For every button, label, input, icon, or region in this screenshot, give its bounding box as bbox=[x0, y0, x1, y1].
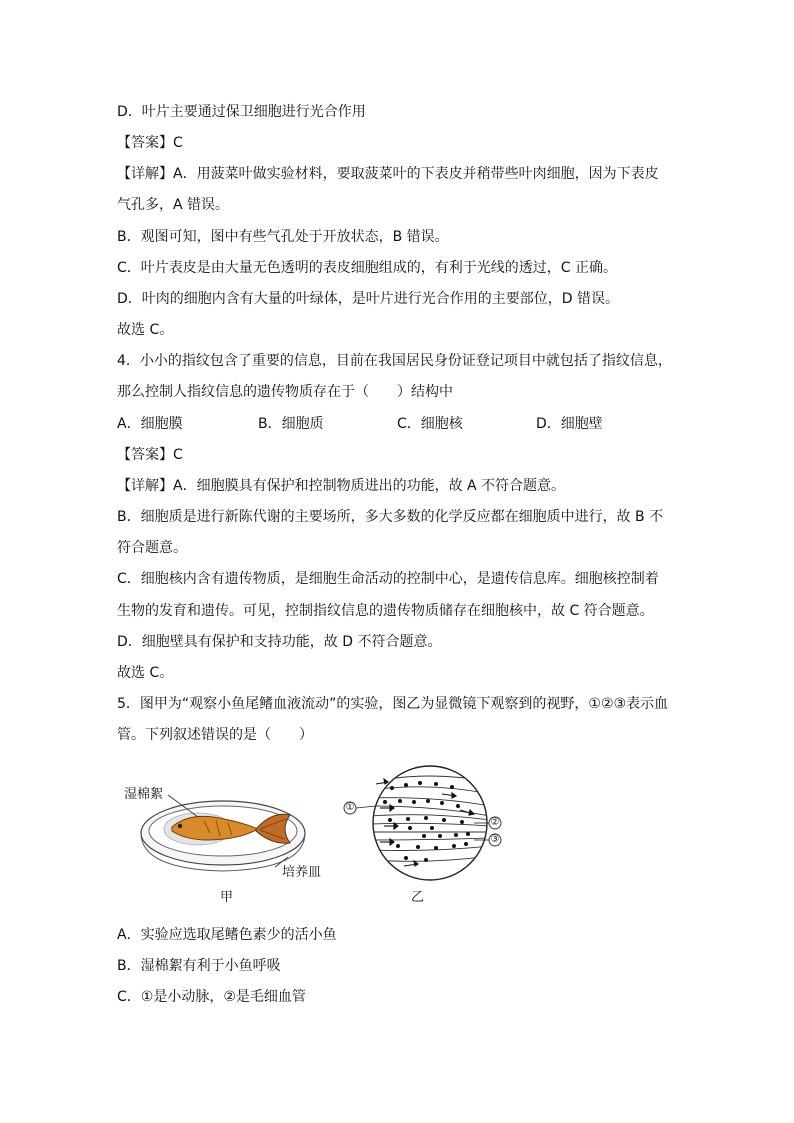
answer-label: 【答案】C bbox=[117, 447, 183, 463]
q5-option-c: C．①是小动脉，②是毛细血管 bbox=[117, 989, 306, 1005]
q5-option-a: A．实验应选取尾鳍色素少的活小鱼 bbox=[117, 927, 337, 943]
label-petri-dish: 培养皿 bbox=[282, 865, 322, 880]
text-line: 气孔多，A 错误。 bbox=[117, 197, 230, 213]
answer-label: 【答案】C bbox=[117, 135, 183, 151]
text-line: D．细胞壁具有保护和支持功能，故 D 不符合题意。 bbox=[117, 634, 442, 650]
text-line: 故选 C。 bbox=[117, 322, 174, 338]
q4-option-c: C．细胞核 bbox=[397, 416, 463, 432]
text-line: D．叶肉的细胞内含有大量的叶绿体，是叶片进行光合作用的主要部位，D 错误。 bbox=[117, 291, 620, 307]
vessel-2-marker: ② bbox=[490, 817, 500, 828]
text-line: 【详解】A．细胞膜具有保护和控制物质进出的功能，故 A 不符合题意。 bbox=[117, 478, 566, 494]
text-line: C．叶片表皮是由大量无色透明的表皮细胞组成的，有利于光线的透过，C 正确。 bbox=[117, 260, 617, 276]
question-5-stem: 5．图甲为“观察小鱼尾鳍血液流动”的实验，图乙为显微镜下观察到的视野，①②③表示血 bbox=[117, 696, 669, 712]
q4-option-b: B．细胞质 bbox=[258, 416, 324, 432]
q4-option-a: A．细胞膜 bbox=[117, 416, 183, 432]
label-wet-cotton: 湿棉絮 bbox=[124, 787, 164, 802]
text-line: B．观图可知，图中有些气孔处于开放状态，B 错误。 bbox=[117, 229, 449, 245]
text-line: D．叶片主要通过保卫细胞进行光合作用 bbox=[117, 104, 366, 120]
question-4-stem: 那么控制人指纹信息的遗传物质存在于（ ）结构中 bbox=[117, 384, 453, 400]
figure-microscope-view bbox=[340, 760, 510, 885]
question-4-stem: 4．小小的指纹包含了重要的信息，目前在我国居民身份证登记项目中就包括了指纹信息， bbox=[117, 353, 672, 369]
text-line: C．细胞核内含有遗传物质，是细胞生命活动的控制中心，是遗传信息库。细胞核控制着 bbox=[117, 571, 659, 587]
text-line: B．细胞质是进行新陈代谢的主要场所，多大多数的化学反应都在细胞质中进行，故 B 不 bbox=[117, 509, 664, 525]
question-5-stem: 管。下列叙述错误的是（ ） bbox=[117, 727, 313, 743]
text-line: 符合题意。 bbox=[117, 540, 187, 556]
text-line: 【详解】A．用菠菜叶做实验材料，要取菠菜叶的下表皮并稍带些叶肉细胞，因为下表皮 bbox=[117, 166, 659, 182]
q4-option-d: D．细胞壁 bbox=[536, 416, 603, 432]
vessel-1-marker: ① bbox=[345, 802, 355, 813]
text-line: 故选 C。 bbox=[117, 665, 174, 681]
text-line: 生物的发育和遗传。可见，控制指纹信息的遗传物质储存在细胞核中，故 C 符合题意。 bbox=[117, 603, 654, 619]
vessel-3-marker: ③ bbox=[490, 834, 500, 845]
caption-figure-a: 甲 bbox=[220, 890, 234, 905]
q5-option-b: B．湿棉絮有利于小鱼呼吸 bbox=[117, 958, 281, 974]
caption-figure-b: 乙 bbox=[411, 890, 425, 905]
